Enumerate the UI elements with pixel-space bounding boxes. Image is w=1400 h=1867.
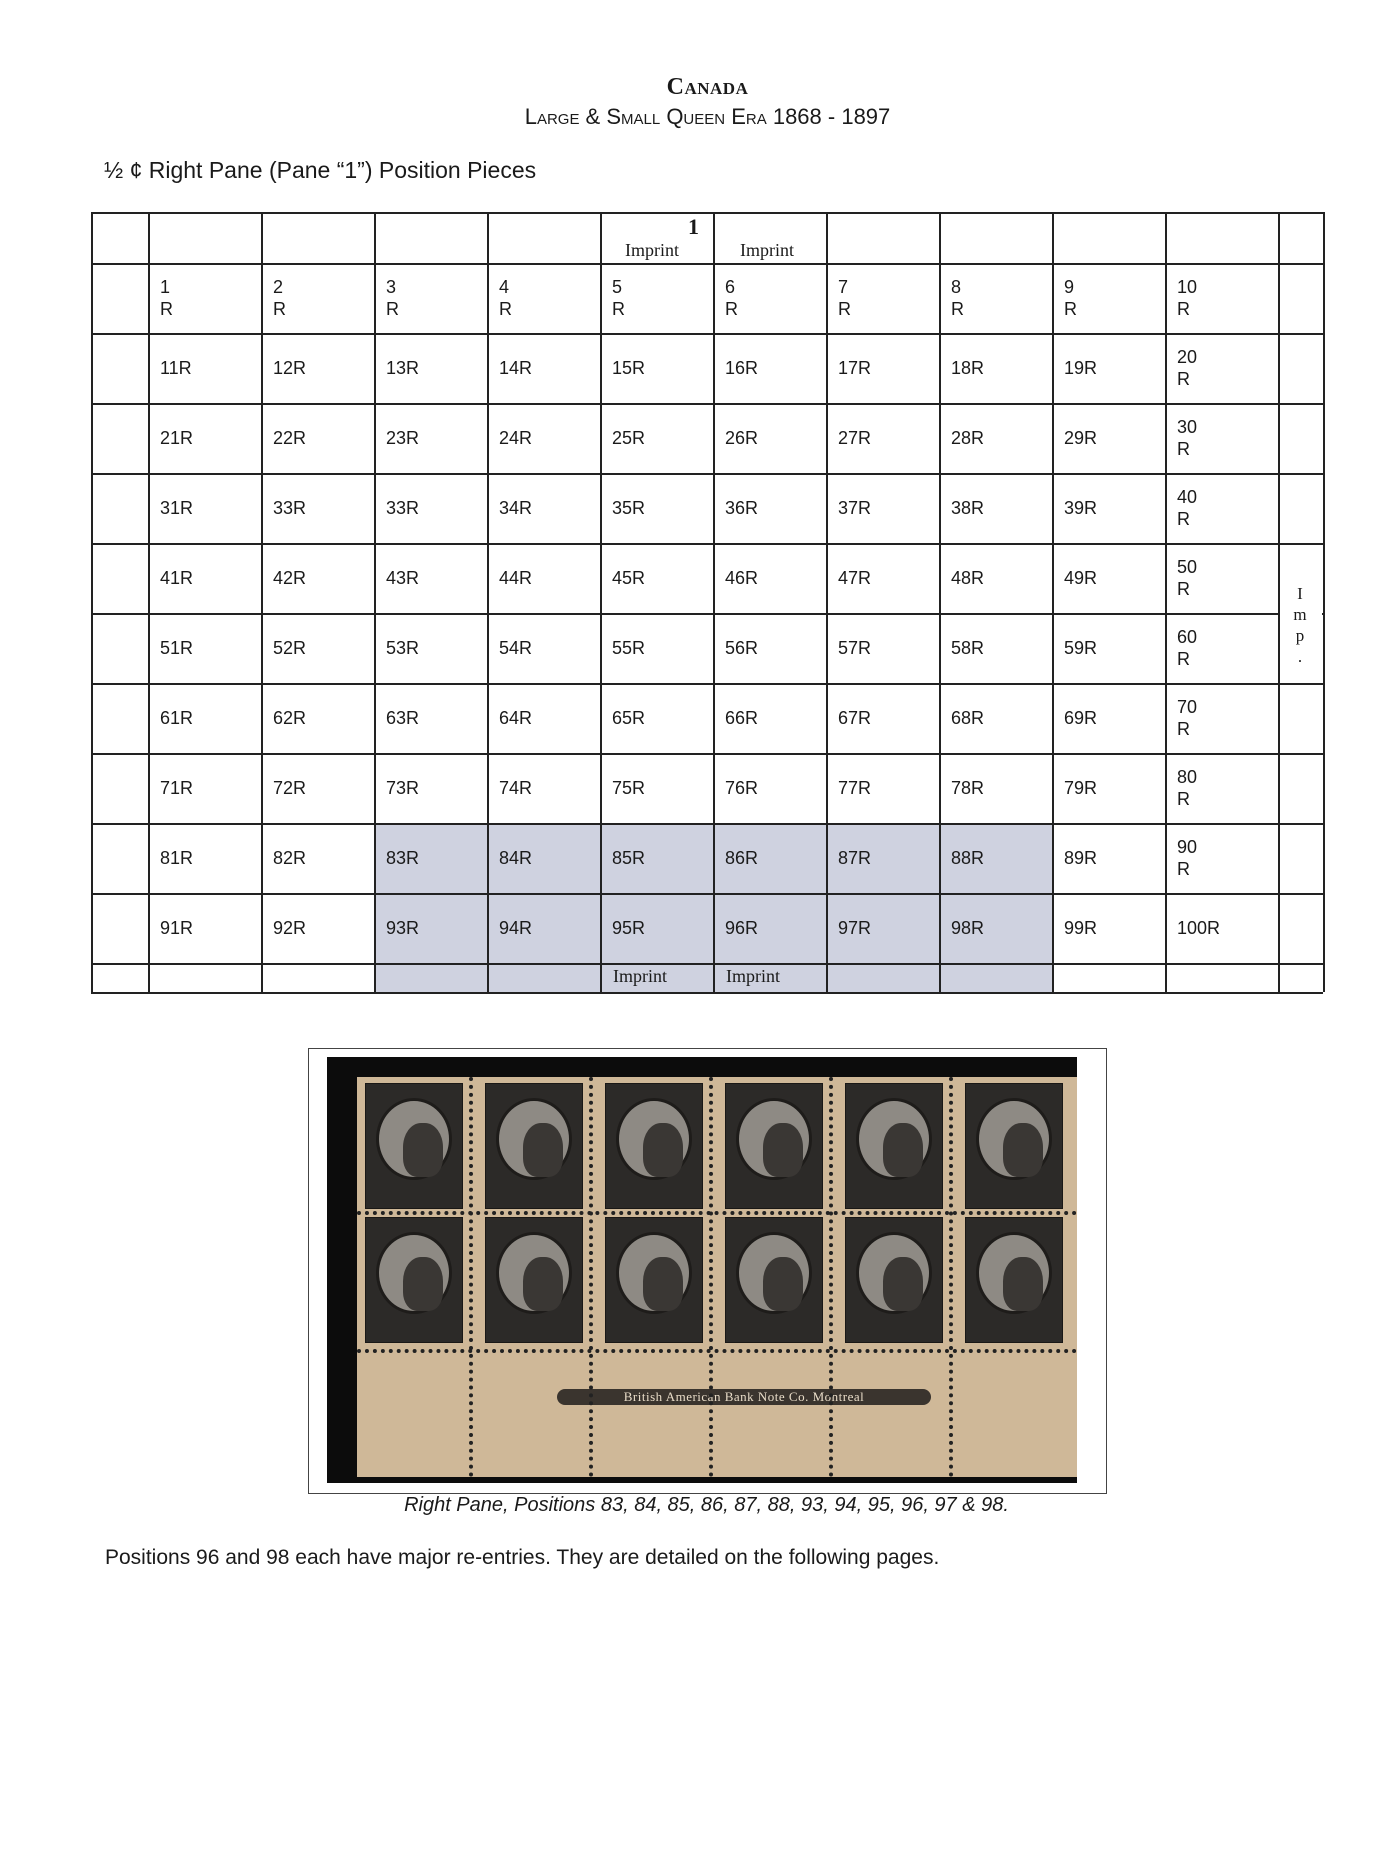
queen-portrait-icon bbox=[883, 1123, 923, 1177]
imprint-inscription bbox=[557, 1389, 931, 1405]
position-label: 11R bbox=[160, 358, 192, 378]
position-cell bbox=[838, 683, 937, 753]
position-cell bbox=[725, 403, 824, 473]
grid-vline bbox=[600, 212, 602, 992]
queen-portrait-icon bbox=[403, 1123, 443, 1177]
imprint-inscription-text: British American Bank Note Co. Montreal bbox=[623, 1389, 865, 1404]
position-cell bbox=[1064, 893, 1163, 963]
position-label: 94R bbox=[499, 918, 533, 938]
position-label: 97R bbox=[838, 918, 872, 938]
position-label: 35R bbox=[612, 498, 646, 518]
position-cell bbox=[1177, 403, 1276, 473]
position-cell bbox=[1177, 473, 1276, 543]
queen-stamp bbox=[365, 1083, 463, 1209]
position-cell bbox=[499, 543, 598, 613]
position-label: 12R bbox=[273, 358, 307, 378]
perforation-vertical bbox=[949, 1077, 953, 1477]
position-cell bbox=[499, 683, 598, 753]
position-cell bbox=[612, 543, 711, 613]
position-cell bbox=[1177, 893, 1276, 963]
page-title: Canada bbox=[666, 74, 749, 100]
bottom-imprint-label: Imprint bbox=[726, 966, 780, 986]
position-cell bbox=[499, 403, 598, 473]
position-cell bbox=[386, 263, 485, 333]
position-label: 100R bbox=[1177, 918, 1221, 938]
position-cell bbox=[499, 473, 598, 543]
position-cell bbox=[386, 893, 485, 963]
stamp-oval bbox=[856, 1232, 932, 1314]
position-label: 48R bbox=[951, 568, 985, 588]
position-cell bbox=[160, 543, 259, 613]
position-label: 7 R bbox=[838, 277, 851, 319]
top-imprint-label: Imprint bbox=[625, 240, 679, 260]
position-label: 63R bbox=[386, 708, 420, 728]
position-cell bbox=[160, 473, 259, 543]
position-cell bbox=[838, 333, 937, 403]
grid-vline bbox=[939, 212, 941, 992]
position-cell bbox=[160, 333, 259, 403]
position-label: 46R bbox=[725, 568, 759, 588]
position-label: 43R bbox=[386, 568, 420, 588]
position-label: 31R bbox=[160, 498, 194, 518]
position-label: 91R bbox=[160, 918, 194, 938]
position-label: 82R bbox=[273, 848, 307, 868]
position-label: 77R bbox=[838, 778, 872, 798]
pane-number: 1 bbox=[688, 214, 699, 239]
position-cell bbox=[273, 613, 372, 683]
position-cell bbox=[612, 333, 711, 403]
position-cell bbox=[499, 613, 598, 683]
position-cell bbox=[838, 263, 937, 333]
grid-hline bbox=[91, 963, 1323, 965]
queen-portrait-icon bbox=[403, 1257, 443, 1311]
position-label: 22R bbox=[273, 428, 307, 448]
position-cell bbox=[725, 823, 824, 893]
position-cell bbox=[725, 753, 824, 823]
position-label: 52R bbox=[273, 638, 307, 658]
queen-stamp bbox=[485, 1083, 583, 1209]
position-label: 61R bbox=[160, 708, 194, 728]
perforation-vertical bbox=[589, 1077, 593, 1477]
position-cell bbox=[273, 263, 372, 333]
grid-vline bbox=[261, 212, 263, 992]
queen-stamp bbox=[845, 1083, 943, 1209]
position-cell bbox=[838, 893, 937, 963]
stamp-oval bbox=[616, 1232, 692, 1314]
position-label: 90 R bbox=[1177, 837, 1198, 879]
position-cell bbox=[1177, 613, 1276, 683]
position-cell bbox=[273, 753, 372, 823]
top-imprint-label: Imprint bbox=[740, 240, 794, 260]
grid-vline bbox=[148, 212, 150, 992]
queen-portrait-icon bbox=[763, 1123, 803, 1177]
position-label: 78R bbox=[951, 778, 985, 798]
position-label: 33R bbox=[386, 498, 420, 518]
stamp-oval bbox=[496, 1232, 572, 1314]
position-label: 39R bbox=[1064, 498, 1098, 518]
position-cell bbox=[273, 543, 372, 613]
position-cell bbox=[951, 473, 1050, 543]
grid-hline bbox=[91, 992, 1323, 994]
position-cell bbox=[273, 683, 372, 753]
position-grid bbox=[91, 212, 1323, 992]
perforation-vertical bbox=[709, 1077, 713, 1477]
position-label: 66R bbox=[725, 708, 759, 728]
queen-stamp bbox=[605, 1083, 703, 1209]
position-cell bbox=[612, 753, 711, 823]
position-label: 37R bbox=[838, 498, 872, 518]
position-label: 2 R bbox=[273, 277, 286, 319]
position-label: 20 R bbox=[1177, 347, 1198, 389]
position-label: 23R bbox=[386, 428, 420, 448]
position-label: 53R bbox=[386, 638, 420, 658]
perforation-vertical bbox=[469, 1077, 473, 1477]
position-cell bbox=[386, 333, 485, 403]
footnote: Positions 96 and 98 each have major re-entries. They are detailed on the following pages. bbox=[105, 1546, 940, 1569]
position-label: 84R bbox=[499, 848, 533, 868]
position-label: 15R bbox=[612, 358, 646, 378]
page-subtitle: Large & Small Queen Era 1868 - 1897 bbox=[524, 104, 891, 129]
position-label: 76R bbox=[725, 778, 759, 798]
position-cell bbox=[725, 263, 824, 333]
position-cell bbox=[951, 613, 1050, 683]
position-label: 96R bbox=[725, 918, 759, 938]
position-label: 85R bbox=[612, 848, 646, 868]
position-label: 69R bbox=[1064, 708, 1098, 728]
grid-vline bbox=[487, 212, 489, 992]
position-label: 16R bbox=[725, 358, 759, 378]
position-cell bbox=[1064, 613, 1163, 683]
stamp-oval bbox=[376, 1232, 452, 1314]
position-cell bbox=[612, 613, 711, 683]
position-label: 55R bbox=[612, 638, 646, 658]
grid-vline bbox=[826, 212, 828, 992]
position-label: 27R bbox=[838, 428, 872, 448]
position-label: 21R bbox=[160, 428, 194, 448]
position-label: 62R bbox=[273, 708, 307, 728]
queen-portrait-icon bbox=[523, 1123, 563, 1177]
stamp-oval bbox=[496, 1098, 572, 1180]
position-cell bbox=[499, 333, 598, 403]
position-cell bbox=[160, 753, 259, 823]
position-cell bbox=[160, 893, 259, 963]
position-cell bbox=[612, 473, 711, 543]
position-cell bbox=[612, 683, 711, 753]
position-cell bbox=[951, 753, 1050, 823]
position-cell bbox=[1064, 823, 1163, 893]
position-label: 72R bbox=[273, 778, 307, 798]
queen-portrait-icon bbox=[523, 1257, 563, 1311]
stamp-block-photo bbox=[308, 1048, 1107, 1494]
queen-stamp bbox=[485, 1217, 583, 1343]
position-label: 45R bbox=[612, 568, 646, 588]
position-label: 26R bbox=[725, 428, 759, 448]
position-label: 89R bbox=[1064, 848, 1098, 868]
position-cell bbox=[1177, 543, 1276, 613]
position-cell bbox=[1064, 473, 1163, 543]
stamp-oval bbox=[976, 1232, 1052, 1314]
position-label: 65R bbox=[612, 708, 646, 728]
position-label: 25R bbox=[612, 428, 646, 448]
position-cell bbox=[386, 543, 485, 613]
position-label: 8 R bbox=[951, 277, 964, 319]
position-label: 14R bbox=[499, 358, 533, 378]
position-cell bbox=[160, 263, 259, 333]
queen-portrait-icon bbox=[643, 1123, 683, 1177]
position-label: 88R bbox=[951, 848, 985, 868]
position-cell bbox=[951, 893, 1050, 963]
position-cell bbox=[499, 823, 598, 893]
perforation-horizontal bbox=[357, 1349, 1077, 1353]
position-label: 87R bbox=[838, 848, 872, 868]
position-cell bbox=[838, 473, 937, 543]
queen-stamp bbox=[725, 1083, 823, 1209]
position-label: 28R bbox=[951, 428, 985, 448]
photo-background bbox=[327, 1057, 1077, 1483]
position-cell bbox=[499, 753, 598, 823]
section-heading: ½ ¢ Right Pane (Pane “1”) Position Pieces bbox=[104, 157, 537, 183]
position-label: 60 R bbox=[1177, 627, 1198, 669]
position-label: 49R bbox=[1064, 568, 1098, 588]
position-label: 33R bbox=[273, 498, 307, 518]
position-label: 56R bbox=[725, 638, 759, 658]
position-label: 29R bbox=[1064, 428, 1098, 448]
position-cell bbox=[499, 893, 598, 963]
position-label: 4 R bbox=[499, 277, 512, 319]
position-cell bbox=[951, 403, 1050, 473]
position-label: 67R bbox=[838, 708, 872, 728]
position-label: 13R bbox=[386, 358, 420, 378]
position-label: 34R bbox=[499, 498, 533, 518]
position-cell bbox=[725, 543, 824, 613]
position-cell bbox=[273, 893, 372, 963]
position-label: 42R bbox=[273, 568, 307, 588]
position-cell bbox=[725, 613, 824, 683]
position-label: 71R bbox=[160, 778, 194, 798]
position-label: 99R bbox=[1064, 918, 1098, 938]
queen-stamp bbox=[845, 1217, 943, 1343]
position-label: 24R bbox=[499, 428, 533, 448]
position-label: 41R bbox=[160, 568, 194, 588]
stamp-oval bbox=[616, 1098, 692, 1180]
queen-stamp bbox=[965, 1083, 1063, 1209]
position-label: 93R bbox=[386, 918, 420, 938]
grid-vline bbox=[1278, 212, 1280, 992]
position-cell bbox=[1064, 753, 1163, 823]
position-cell bbox=[386, 613, 485, 683]
position-label: 95R bbox=[612, 918, 646, 938]
position-cell bbox=[838, 823, 937, 893]
position-label: 73R bbox=[386, 778, 420, 798]
position-label: 51R bbox=[160, 638, 194, 658]
position-cell bbox=[951, 683, 1050, 753]
grid-hline bbox=[91, 212, 1323, 214]
position-cell bbox=[725, 473, 824, 543]
position-label: 40 R bbox=[1177, 487, 1198, 529]
grid-vline bbox=[1052, 212, 1054, 992]
position-label: 68R bbox=[951, 708, 985, 728]
position-label: 92R bbox=[273, 918, 307, 938]
position-label: 58R bbox=[951, 638, 985, 658]
queen-portrait-icon bbox=[763, 1257, 803, 1311]
photo-caption: Right Pane, Positions 83, 84, 85, 86, 87, 88, 93, 94, 95, 96, 97 & 98. bbox=[404, 1494, 1009, 1516]
position-cell bbox=[951, 823, 1050, 893]
position-label: 98R bbox=[951, 918, 985, 938]
position-label: 44R bbox=[499, 568, 533, 588]
position-cell bbox=[1064, 263, 1163, 333]
position-cell bbox=[386, 683, 485, 753]
position-cell bbox=[1064, 683, 1163, 753]
position-cell bbox=[499, 263, 598, 333]
grid-vline bbox=[374, 212, 376, 992]
perforation-horizontal bbox=[357, 1211, 1077, 1215]
grid-vline bbox=[91, 212, 93, 992]
side-imprint-letter: I bbox=[1297, 584, 1303, 603]
stamp-oval bbox=[736, 1232, 812, 1314]
position-label: 5 R bbox=[612, 277, 625, 319]
position-label: 3 R bbox=[386, 277, 399, 319]
position-cell bbox=[160, 823, 259, 893]
grid-vline bbox=[713, 212, 715, 992]
position-cell bbox=[1177, 263, 1276, 333]
side-imprint-letter: p bbox=[1295, 626, 1305, 645]
position-label: 18R bbox=[951, 358, 985, 378]
position-cell bbox=[725, 893, 824, 963]
position-cell bbox=[838, 543, 937, 613]
position-cell bbox=[160, 613, 259, 683]
position-cell bbox=[838, 753, 937, 823]
queen-portrait-icon bbox=[1003, 1123, 1043, 1177]
position-cell bbox=[951, 543, 1050, 613]
position-cell bbox=[273, 473, 372, 543]
position-label: 47R bbox=[838, 568, 872, 588]
position-label: 75R bbox=[612, 778, 646, 798]
stamp-oval bbox=[736, 1098, 812, 1180]
position-cell bbox=[612, 263, 711, 333]
stamp-oval bbox=[376, 1098, 452, 1180]
position-label: 6 R bbox=[725, 277, 738, 319]
position-label: 64R bbox=[499, 708, 533, 728]
queen-portrait-icon bbox=[883, 1257, 923, 1311]
position-cell bbox=[951, 263, 1050, 333]
position-label: 1 R bbox=[160, 277, 173, 319]
stamp-oval bbox=[856, 1098, 932, 1180]
perforation-vertical bbox=[829, 1077, 833, 1477]
side-imprint-letter: m bbox=[1293, 605, 1307, 624]
queen-portrait-icon bbox=[1003, 1257, 1043, 1311]
position-label: 19R bbox=[1064, 358, 1098, 378]
position-cell bbox=[612, 403, 711, 473]
position-cell bbox=[160, 683, 259, 753]
position-label: 10 R bbox=[1177, 277, 1198, 319]
stamp-sheet bbox=[357, 1077, 1077, 1477]
position-label: 9 R bbox=[1064, 277, 1077, 319]
position-label: 30 R bbox=[1177, 417, 1198, 459]
position-label: 81R bbox=[160, 848, 194, 868]
stamp-oval bbox=[976, 1098, 1052, 1180]
position-label: 83R bbox=[386, 848, 420, 868]
position-label: 36R bbox=[725, 498, 759, 518]
position-label: 17R bbox=[838, 358, 872, 378]
position-label: 57R bbox=[838, 638, 872, 658]
queen-stamp bbox=[605, 1217, 703, 1343]
queen-stamp bbox=[365, 1217, 463, 1343]
position-cell bbox=[386, 823, 485, 893]
position-cell bbox=[273, 403, 372, 473]
grid-vline bbox=[1165, 212, 1167, 992]
position-cell bbox=[1064, 543, 1163, 613]
position-cell bbox=[1177, 333, 1276, 403]
queen-stamp bbox=[965, 1217, 1063, 1343]
position-cell bbox=[951, 333, 1050, 403]
position-label: 86R bbox=[725, 848, 759, 868]
position-label: 80 R bbox=[1177, 767, 1198, 809]
position-label: 59R bbox=[1064, 638, 1098, 658]
position-cell bbox=[386, 753, 485, 823]
grid-vline bbox=[1323, 212, 1325, 992]
position-label: 38R bbox=[951, 498, 985, 518]
position-cell bbox=[160, 403, 259, 473]
position-cell bbox=[386, 473, 485, 543]
position-cell bbox=[273, 823, 372, 893]
position-cell bbox=[1177, 683, 1276, 753]
position-cell bbox=[1064, 333, 1163, 403]
position-label: 54R bbox=[499, 638, 533, 658]
position-label: 74R bbox=[499, 778, 533, 798]
position-label: 50 R bbox=[1177, 557, 1198, 599]
position-cell bbox=[838, 613, 937, 683]
position-cell bbox=[1064, 403, 1163, 473]
position-cell bbox=[386, 403, 485, 473]
position-cell bbox=[1177, 823, 1276, 893]
position-cell bbox=[612, 893, 711, 963]
position-cell bbox=[1177, 753, 1276, 823]
position-cell bbox=[612, 823, 711, 893]
position-label: 70 R bbox=[1177, 697, 1198, 739]
queen-stamp bbox=[725, 1217, 823, 1343]
side-imprint-letter: . bbox=[1297, 647, 1303, 666]
position-label: 79R bbox=[1064, 778, 1098, 798]
bottom-imprint-label: Imprint bbox=[613, 966, 667, 986]
position-cell bbox=[838, 403, 937, 473]
position-cell bbox=[725, 333, 824, 403]
position-cell bbox=[725, 683, 824, 753]
position-cell bbox=[273, 333, 372, 403]
queen-portrait-icon bbox=[643, 1257, 683, 1311]
